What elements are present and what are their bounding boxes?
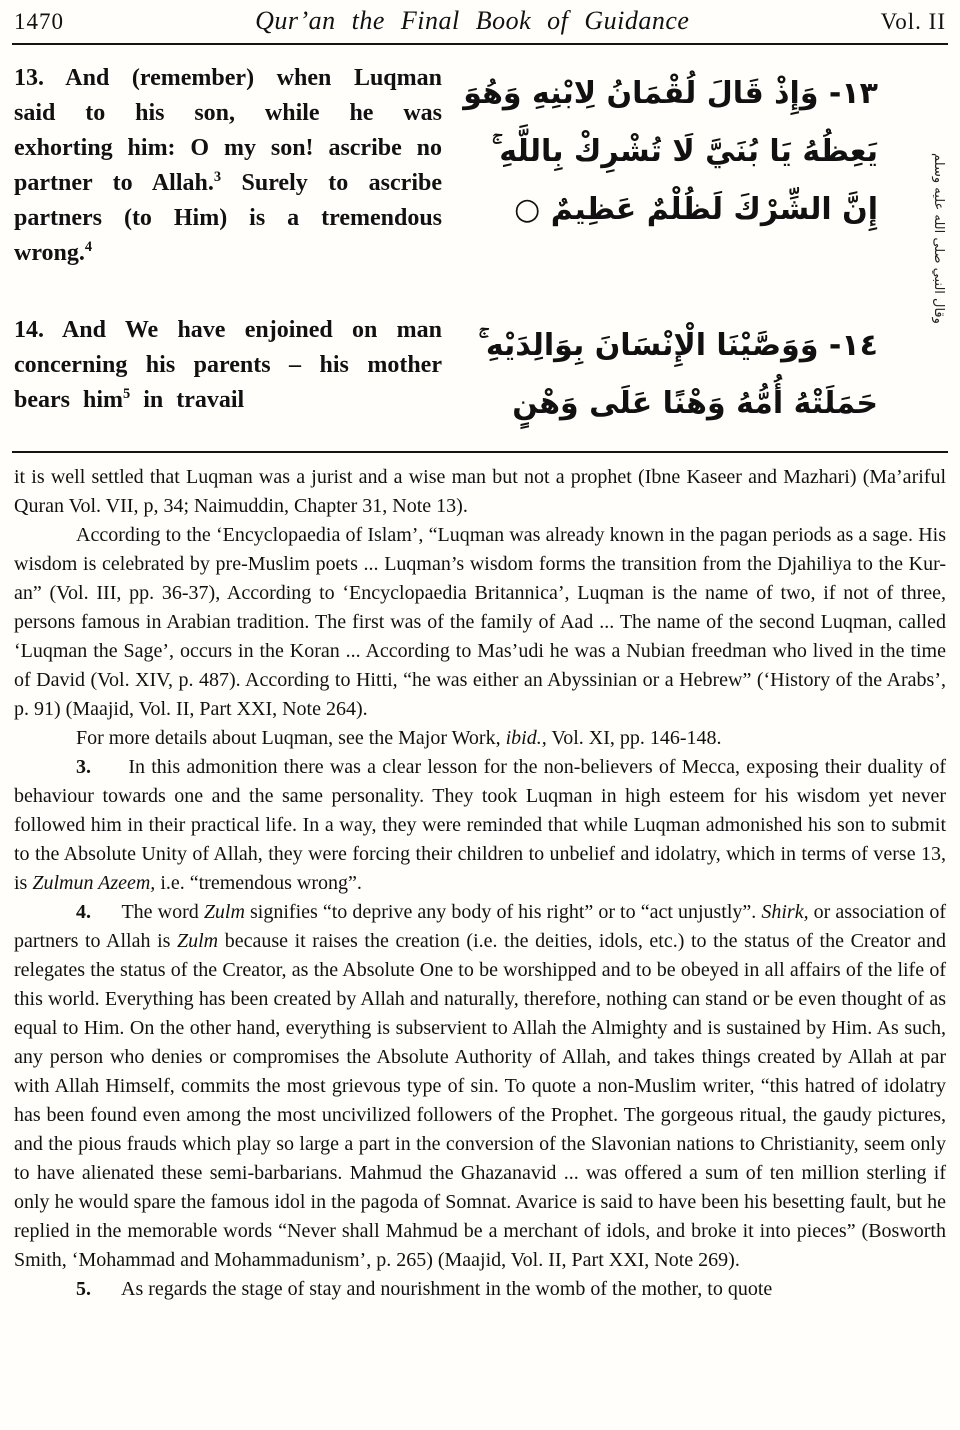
- arabic-line: ١٤- وَوَصَّيْنَا الْإِنْسَانَ بِوَالِدَيْهِ ۚ: [478, 328, 878, 363]
- arabic-line: ١٣- وَإِذْ قَالَ لُقْمَانُ لِابْنِهِ وَهُوَ: [463, 76, 878, 111]
- page-title: Qur’an the Final Book of Guidance: [255, 6, 690, 35]
- footnote-paragraph: it is well settled that Luqman was a jurist and a wise man but not a prophet (Ibne Kaseer and Mazhari) (Ma’ariful Quran Vol. VII, p, 34; Naimuddin, Chapter 31, Note 13).: [14, 466, 946, 517]
- footnote-paragraph-3: 3. In this admonition there was a clear lesson for the non-believers of Mecca, exposing their duality of behaviour towards one and the same personality. They took Luqman in high esteem for his wisdom yet never followed him in their practical life. In a way, they were reminded that while Luqman admonished his son to submit to the Absolute Unity of Allah, they were forcing their children to unbelief and idolatry, which in terms of verse 13, is Zulmun Azeem, i.e. “tremendous wrong”.: [14, 756, 946, 894]
- verse-14-arabic: [442, 313, 914, 433]
- verse-14-row: [14, 313, 914, 433]
- verse-13-row: [14, 61, 914, 271]
- footnote-paragraph: According to the ‘Encyclopaedia of Islam’, “Luqman was already known in the pagan periods as a sage. His wisdom is celebrated by pre-Muslim poets ... Luqman’s wisdom forms the transition from the Djahiliya to the Kur-an” (Vol. III, pp. 36-37), According to ‘Encyclopaedia Britannica’, Luqman is the name of two, if not of three, persons famous in Arabian tradition. The first was of the family of Aad ... The name of the second Luqman, called ‘Luqman the Sage’, occurs in the Koran ... According to Mas’udi he was a Nubian freedman who lived in the time of David (Vol. XIV, p. 487). According to Hitti, “he was either an Abyssinian or a Hebrew” (‘History of the Arabs’, p. 91) (Maajid, Vol. II, Part XXI, Note 264).: [14, 524, 946, 720]
- footnotes-section: [12, 453, 948, 1304]
- arabic-line: حَمَلَتْهُ أُمُّهُ وَهْنًا عَلَى وَهْنٍ: [512, 386, 878, 421]
- page-header: [12, 4, 948, 43]
- verse-section: [12, 45, 948, 443]
- verse-13-arabic: [442, 61, 914, 239]
- footnote-paragraph: For more details about Luqman, see the Major Work, ibid., Vol. XI, pp. 146-148.: [76, 727, 722, 749]
- volume-label: Vol. II: [880, 9, 946, 34]
- margin-note: وقال النبي صلى الله عليه وسلم: [931, 153, 946, 324]
- footnote-paragraph-4: 4. The word Zulm signifies “to deprive any body of his right” or to “act unjustly”. Shirk, or association of partners to Allah is Zulm because it raises the creation (i.e. the deities, idols, etc.) to the status of the Creator and relegates the status of the Creator, as the Absolute One to be worshipped and to be obeyed in all affairs of the life of this world. Everything has been created by Allah and naturally, therefore, nothing can stand or be even thought of as equal to Him. On the other hand, everything is subservient to Allah the Almighty and is sustained by Him. As such, any person who denies or compromises the Absolute Authority of Allah, and takes things created by Allah at par with Allah Himself, commits the most grievous type of sin. To quote a non-Muslim writer, “this hatred of idolatry has been found even among the most uncivilized followers of the Prophet. The gorgeous ritual, the gaudy pictures, and the pious frauds which play so large a part in the conversion of the Slavonian nations to Christianity, seem only to have alienated these semi-barbarians. Mahmud the Ghazanavid ... was offered a sum of ten million sterling if only he would spare the famous idol in the pagoda of Somnat. Avarice is said to have been his besetting fault, but he replied in the memorable words “Never shall Mahmud be a merchant of idols, and broke it into pieces” (Bosworth Smith, ‘Mohammad and Mohammadunism’, p. 265) (Maajid, Vol. II, Part XXI, Note 269).: [14, 901, 946, 1271]
- arabic-line: إِنَّ الشِّرْكَ لَظُلْمٌ عَظِيمٌ ○: [514, 192, 878, 227]
- verse-13-english: 13. And (remember) when Luqman said to his son, while he was exhorting him: O my son! ascribe no partner to Allah.$^3$ Surely to ascribe partners (to Him) is a tremendous wrong.$^4$: [14, 65, 442, 266]
- page-number: 1470: [14, 9, 64, 34]
- arabic-line: يَعِظُهُ يَا بُنَيَّ لَا تُشْرِكْ بِاللَّهِ ۚ: [491, 134, 878, 169]
- footnote-paragraph-5: 5. As regards the stage of stay and nourishment in the womb of the mother, to quote: [76, 1278, 773, 1300]
- verse-14-english: 14. And We have enjoined on man concerning his parents – his mother bears him$^5$ in travail: [14, 317, 442, 413]
